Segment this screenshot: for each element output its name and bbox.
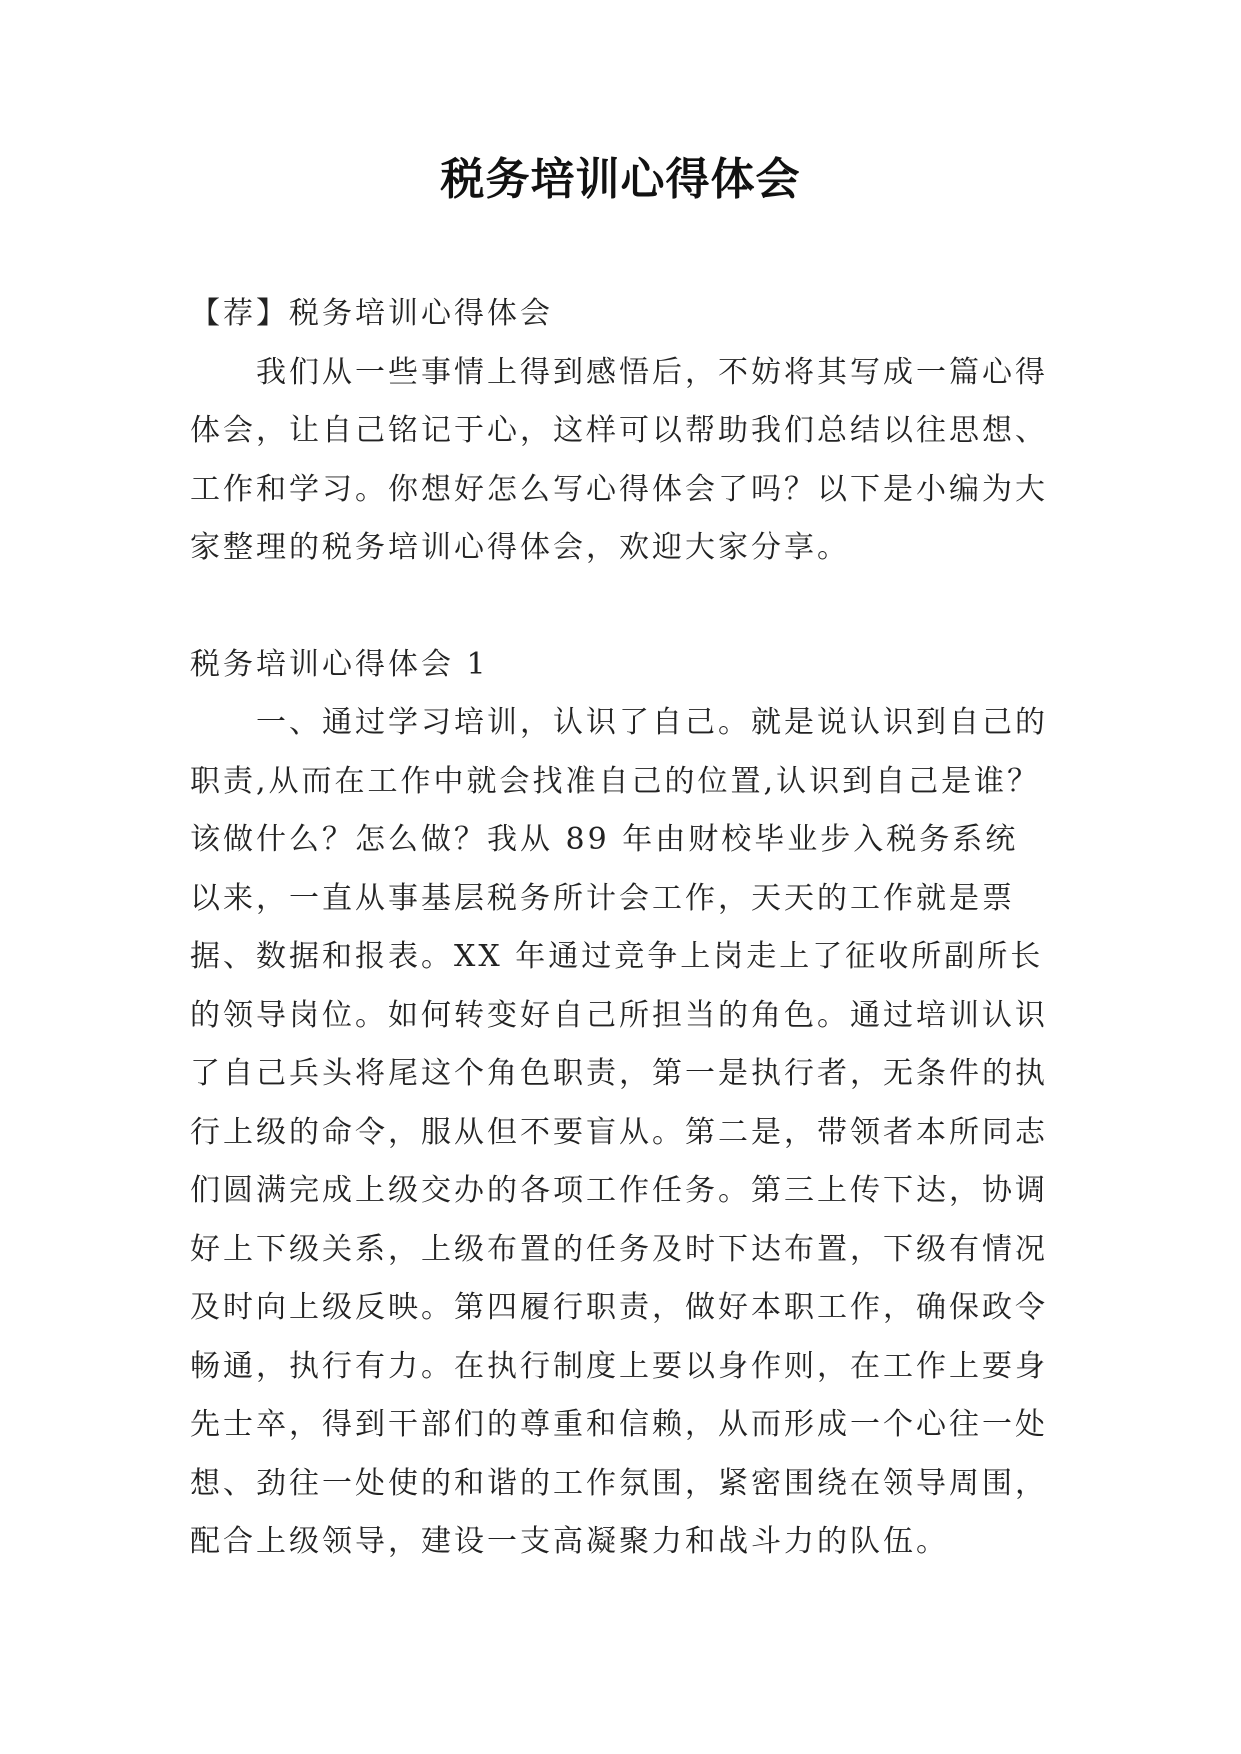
document-body [190,285,1050,1572]
document-title: 税务培训心得体会 [440,154,801,205]
section-1-paragraph: 一、通过学习培训，认识了自己。就是说认识到自己的职责,从而在工作中就会找准自己的位置,认识到自己是谁？该做什么？怎么做？我从 89 年由财校毕业步入税务系统以来，一直从事基层税务所计会工作，天天的工作就是票据、数据和报表。XX 年通过竞争上岗走上了征收所副所长的领导岗位。如何转变好自己所担当的角色。通过培训认识了自己兵头将尾这个角色职责，第一是执行者，无条件的执行上级的命令，服从但不要盲从。第二是，带领者本所同志们圆满完成上级交办的各项工作任务。第三上传下达，协调好上下级关系，上级布置的任务及时下达布置，下级有情况及时向上级反映。第四履行职责，做好本职工作，确保政令畅通，执行有力。在执行制度上要以身作则，在工作上要身先士卒，得到干部们的尊重和信赖，从而形成一个心往一处想、劲往一处使的和谐的工作氛围，紧密围绕在领导周围，配合上级领导，建设一支高凝聚力和战斗力的队伍。 [190,705,1048,1559]
paragraph-spacer [190,578,1050,636]
section-1-title: 税务培训心得体会 1 [190,646,489,682]
intro-heading: 【荐】税务培训心得体会 [190,296,553,331]
intro-paragraph: 我们从一些事情上得到感悟后，不妨将其写成一篇心得体会，让自己铭记于心，这样可以帮助我们总结以往思想、工作和学习。你想好怎么写心得体会了吗？以下是小编为大家整理的税务培训心得体会，欢迎大家分享。 [190,354,1048,565]
